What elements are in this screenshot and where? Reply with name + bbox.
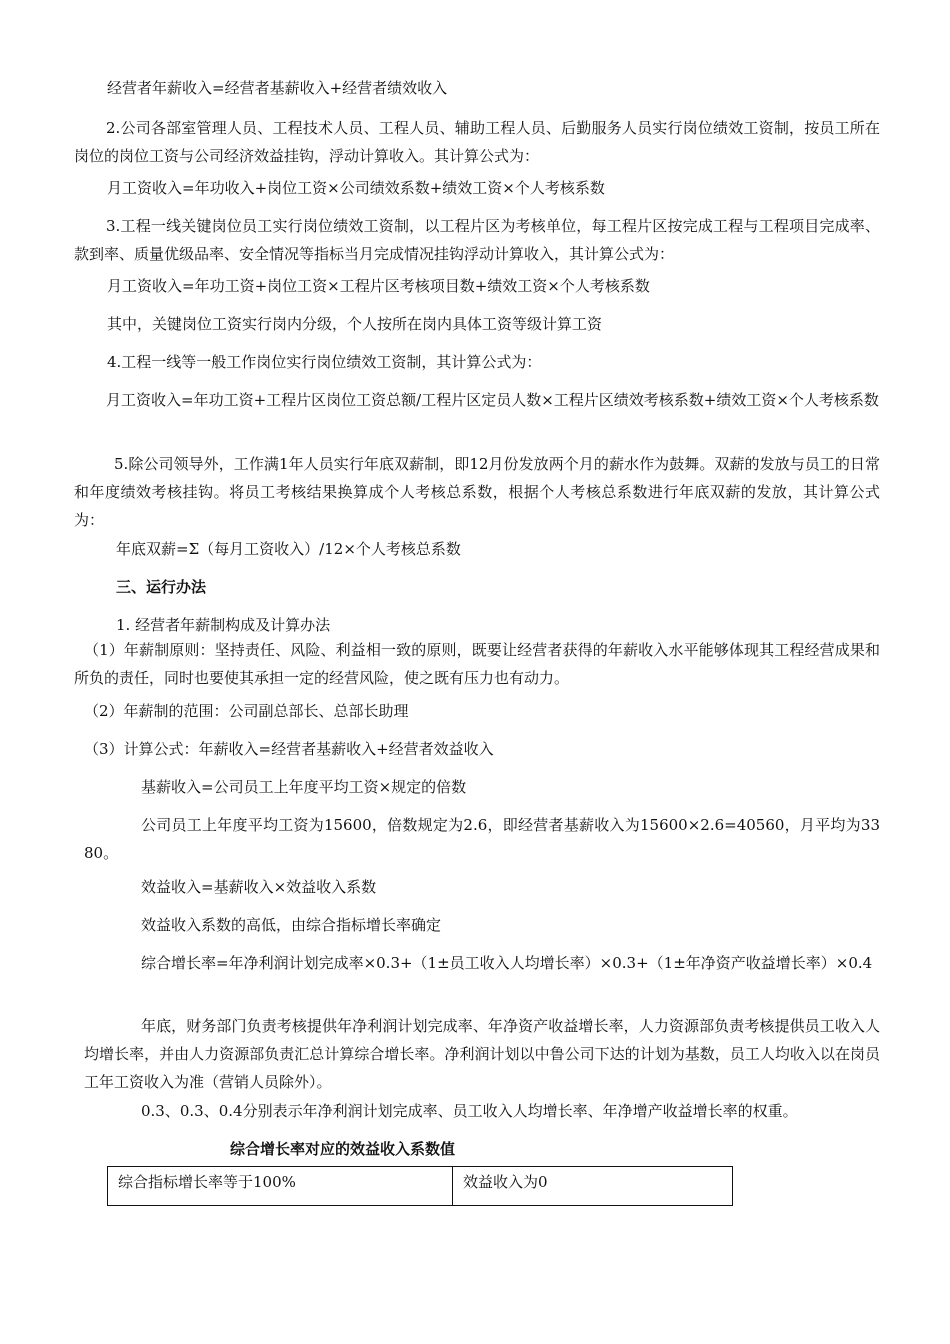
formula-annual-salary: 经营者年薪收入=经营者基薪收入+经营者绩效收入 <box>107 79 448 97</box>
paragraph-item-2: 2.公司各部室管理人员、工程技术人员、工程人员、辅助工程人员、后勤服务人员实行岗位绩效工资制，按员工所在岗位的岗位工资与公司经济效益挂钩，浮动计算收入。其计算公式为： <box>74 119 880 165</box>
paragraph-coefficient-note: 效益收入系数的高低，由综合指标增长率确定 <box>141 916 442 934</box>
formula-composite-growth: 综合增长率=年净利润计划完成率×0.3+（1±员工收入人均增长率）×0.3+（1±年净资产收益增长率）×0.4 <box>141 954 873 972</box>
table-title: 综合增长率对应的效益收入系数值 <box>230 1140 456 1158</box>
formula-monthly-salary-2: 月工资收入=年功工资+岗位工资×工程片区考核项目数+绩效工资×个人考核系数 <box>107 277 650 295</box>
formula-monthly-salary-1: 月工资收入=年功收入+岗位工资×公司绩效系数+绩效工资×个人考核系数 <box>107 179 605 197</box>
subsection-heading-1: 1. 经营者年薪制构成及计算办法 <box>116 616 331 634</box>
paragraph-weights: 0.3、0.3、0.4分别表示年净利润计划完成率、员工收入人均增长率、年净增产收益增长率的权重。 <box>141 1102 798 1120</box>
formula-performance-income: 效益收入=基薪收入×效益收入系数 <box>141 878 377 896</box>
paragraph-item-5: 5.除公司领导外，工作满1年人员实行年底双薪制，即12月份发放两个月的薪水作为鼓舞。双薪的发放与员工的日常和年度绩效考核挂钩。将员工考核结果换算成个人考核总系数，根据个人考核总系数进行年底双薪的发放，其计算公式为： <box>74 455 880 529</box>
coefficient-table <box>107 1166 733 1206</box>
paragraph-item-3: 3.工程一线关键岗位员工实行岗位绩效工资制，以工程片区为考核单位，每工程片区按完成工程与工程项目完成率、款到率、质量优级品率、安全情况等指标当月完成情况挂钩浮动计算收入，其计算公式为： <box>74 217 880 263</box>
section-heading: 三、运行办法 <box>116 578 207 596</box>
paragraph-key-post-note: 其中，关键岗位工资实行岗内分级，个人按所在岗内具体工资等级计算工资 <box>107 315 603 333</box>
paragraph-formula-intro: （3）计算公式：年薪收入=经营者基薪收入+经营者效益收入 <box>84 740 494 758</box>
paragraph-principle: （1）年薪制原则：坚持责任、风险、利益相一致的原则，既要让经营者获得的年薪收入水平能够体现其工程经营成果和所负的责任，同时也要使其承担一定的经营风险，使之既有压力也有动力。 <box>74 641 880 687</box>
table-cell: 综合指标增长率等于100% <box>108 1167 453 1206</box>
formula-base-salary: 基薪收入=公司员工上年度平均工资×规定的倍数 <box>141 778 467 796</box>
table-row <box>108 1167 733 1206</box>
paragraph-scope: （2）年薪制的范围：公司副总部长、总部长助理 <box>84 702 409 720</box>
paragraph-year-end-assessment: 年底，财务部门负责考核提供年净利润计划完成率、年净资产收益增长率，人力资源部负责考核提供员工收入人均增长率，并由人力资源部负责汇总计算综合增长率。净利润计划以中鲁公司下达的计划为基数，员工人均收入以在岗员工年工资收入为准（营销人员除外）。 <box>84 1017 880 1091</box>
formula-monthly-salary-3: 月工资收入=年功工资+工程片区岗位工资总额/工程片区定员人数×工程片区绩效考核系数+绩效工资×个人考核系数 <box>106 391 879 409</box>
table-cell: 效益收入为0 <box>453 1167 733 1206</box>
paragraph-base-salary-calc: 公司员工上年度平均工资为15600，倍数规定为2.6，即经营者基薪收入为15600×2.6=40560，月平均为3380。 <box>84 816 880 862</box>
paragraph-item-4: 4.工程一线等一般工作岗位实行岗位绩效工资制，其计算公式为： <box>107 353 542 371</box>
formula-year-end-bonus: 年底双薪=Σ（每月工资收入）/12×个人考核总系数 <box>116 540 461 558</box>
